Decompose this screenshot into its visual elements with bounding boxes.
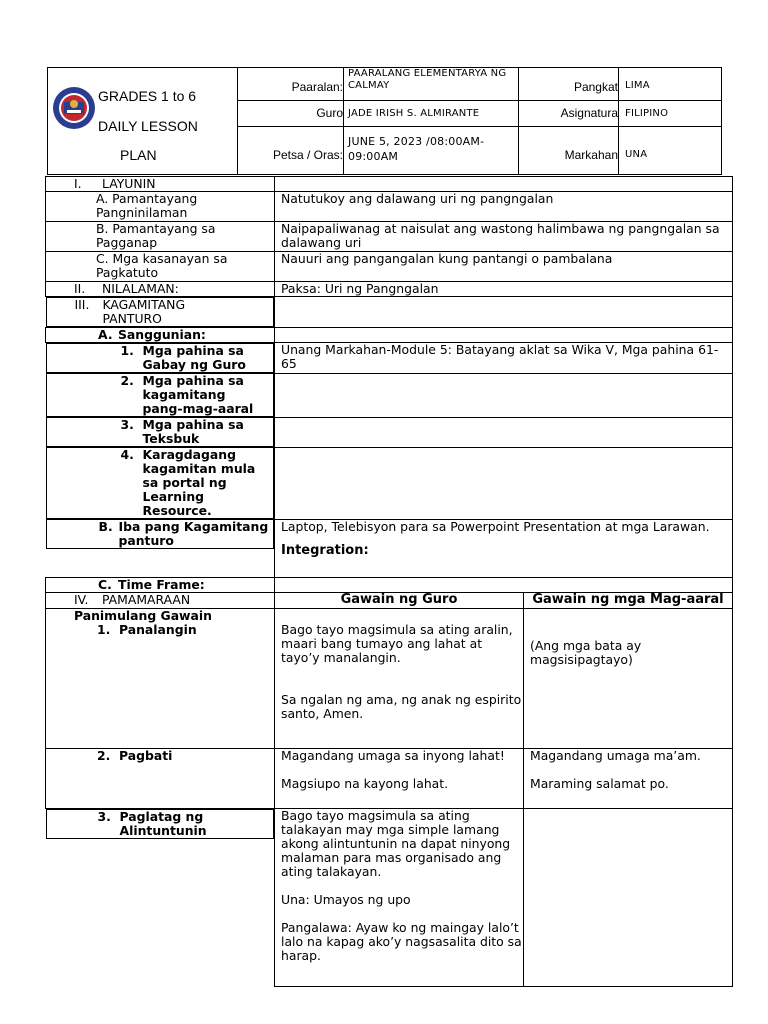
markahan-label: Markahan: [564, 148, 618, 162]
magaaral-label: Mga pahina sa kagamitang pang-mag-aaral: [142, 373, 254, 416]
iba-pang-value: Laptop, Telebisyon para sa Powerpoint Presentation at mga Larawan.: [281, 518, 710, 534]
pamamaraan-label: PAMAMARAAN: [102, 591, 191, 607]
row-pagganap: [46, 222, 733, 252]
iba-pang-letter: B.: [98, 519, 113, 534]
paaralan-value: PAARALANG ELEMENTARYA NG CALMAY: [348, 68, 507, 91]
row-pamamaraan: [46, 592, 733, 608]
row-magaaral: [46, 373, 733, 417]
nilalaman-label: NILALAMAN:: [102, 281, 179, 296]
teksbuk-num: 3.: [120, 417, 134, 432]
sanggunian-label: Sanggunian:: [118, 327, 206, 342]
lesson-plan-header: [47, 67, 722, 175]
row-sanggunian: [46, 328, 733, 343]
gabay-value: Unang Markahan-Module 5: Batayang aklat sa Wika V, Mga pahina 61-65: [275, 343, 733, 374]
paglatag-guro-p2: Una: Umayos ng upo: [281, 891, 411, 907]
row-teksbuk: [46, 417, 733, 447]
guro-value: JADE IRISH S. ALMIRANTE: [348, 108, 480, 119]
panalangin-guro-p1: Bago tayo magsimula sa ating aralin, maari bang tumayo ang lahat at tayo’y manalangin.: [281, 621, 513, 665]
karagdagang-label: Karagdagang kagamitan mula sa portal ng Learning Resource.: [142, 447, 256, 518]
row-pangnilalaman: [46, 192, 733, 222]
panalangin-num: 1.: [97, 621, 111, 637]
panalangin-magaaral-p1: (Ang mga bata ay magsisipagtayo): [530, 637, 642, 667]
panimula-label: Panimulang Gawain: [74, 607, 212, 623]
title-block: [48, 68, 237, 174]
nilalaman-value: Paksa: Uri ng Pangngalan: [275, 282, 733, 297]
pagbati-num: 2.: [97, 747, 111, 763]
row-iba-pang: [46, 519, 733, 577]
row-panalangin: [46, 608, 733, 748]
row-karagdagang: [46, 447, 733, 519]
kasanayan-value: Nauuri ang pangangalan kung pantangi o pambalana: [275, 252, 733, 282]
petsa-label: Petsa / Oras:: [272, 148, 343, 162]
pangnilalaman-value: Natutukoy ang dalawang uri ng pangngalan: [275, 192, 733, 222]
gawain-magaaral-head: Gawain ng mga Mag-aaral: [524, 592, 733, 608]
pagbati-guro-p1: Magandang umaga sa inyong lahat!: [281, 747, 505, 763]
pagbati-label: Pagbati: [119, 747, 173, 763]
pagganap-value: Naipapaliwanag at naisulat ang wastong halimbawa ng pangngalan sa dalawang uri: [275, 222, 733, 252]
row-layunin: [46, 177, 733, 192]
asignatura-value: FILIPINO: [625, 108, 669, 119]
gawain-guro-head: Gawain ng Guro: [275, 592, 524, 608]
petsa-value: JUNE 5, 2023 /08:00AM-09:00AM: [348, 135, 485, 163]
nilalaman-num: II.: [74, 281, 86, 296]
row-time-frame: [46, 577, 733, 592]
layunin-label: LAYUNIN: [102, 176, 156, 191]
kagamitang-label: KAGAMITANG PANTURO: [102, 297, 186, 326]
panalangin-label: Panalangin: [119, 621, 197, 637]
row-pagbati: [46, 748, 733, 808]
sanggunian-letter: A.: [98, 327, 113, 342]
magaaral-num: 2.: [120, 373, 134, 388]
lesson-plan-table: [45, 176, 733, 987]
row-kagamitang: [46, 297, 733, 328]
pagbati-guro-p2: Magsiupo na kayong lahat.: [281, 775, 449, 791]
deped-seal-icon: [52, 86, 96, 130]
pagbati-magaaral-p1: Magandang umaga ma’am.: [530, 747, 701, 763]
kagamitang-num: III.: [74, 297, 90, 312]
row-gabay: [46, 343, 733, 374]
title-line-3: PLAN: [120, 147, 157, 163]
markahan-value: UNA: [625, 149, 648, 160]
integration-label: Integration:: [281, 542, 369, 558]
teksbuk-label: Mga pahina sa Teksbuk: [142, 417, 244, 446]
pagganap-label: B. Pamantayang sa Pagganap: [46, 222, 275, 252]
row-nilalaman: [46, 282, 733, 297]
layunin-num: I.: [74, 176, 82, 191]
pamamaraan-num: IV.: [74, 591, 89, 607]
karagdagang-num: 4.: [120, 447, 134, 462]
row-kasanayan: [46, 252, 733, 282]
pagbati-magaaral-p2: Maraming salamat po.: [530, 775, 669, 791]
paaralan-label: Paaralan:: [291, 80, 343, 94]
pangkat-value: LIMA: [625, 80, 650, 91]
pangnilalaman-label: A. Pamantayang Pangninilaman: [46, 192, 275, 222]
asignatura-label: Asignatura: [560, 106, 618, 120]
pangkat-label: Pangkat: [573, 80, 618, 94]
paglatag-guro-p1: Bago tayo magsimula sa ating talakayan may mga simple lamang akong alintuntunin na dapat ninyong malaman para mas organisado ang ating talakayan.: [281, 807, 511, 879]
paglatag-guro-p3: Pangalawa: Ayaw ko ng maingay lalo’t lalo na kapag ako’y nagsasalita dito sa harap.: [281, 919, 522, 963]
panalangin-guro-p2: Sa ngalan ng ama, ng anak ng espirito santo, Amen.: [281, 691, 522, 721]
paglatag-num: 3.: [97, 808, 111, 824]
title-line-2: DAILY LESSON: [98, 118, 198, 134]
guro-label: Guro: [316, 106, 343, 120]
gabay-num: 1.: [120, 343, 134, 358]
kasanayan-label: C. Mga kasanayan sa Pagkatuto: [46, 252, 275, 282]
paglatag-label: Paglatag ng Alintuntunin: [119, 808, 207, 838]
time-frame-label: Time Frame:: [118, 576, 205, 592]
title-line-1: GRADES 1 to 6: [98, 88, 197, 104]
iba-pang-label: Iba pang Kagamitang panturo: [118, 519, 269, 548]
time-frame-letter: C.: [98, 576, 112, 592]
gabay-label: Mga pahina sa Gabay ng Guro: [142, 343, 246, 372]
row-paglatag: [46, 808, 733, 986]
